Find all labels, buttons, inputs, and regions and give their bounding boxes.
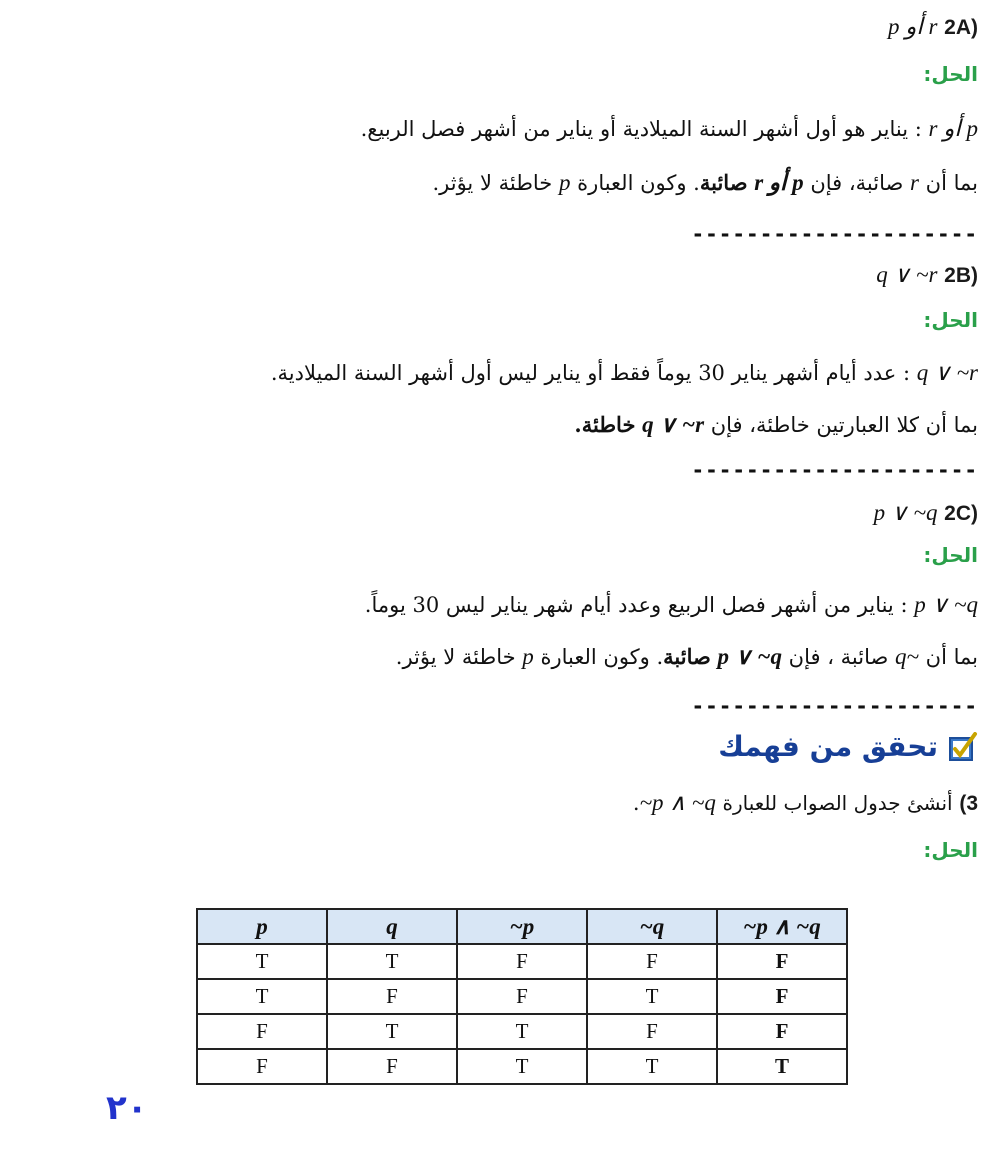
question-3-expression: ~p ∧ ~q [639,790,716,815]
cell: T [587,979,717,1014]
cell: F [587,1014,717,1049]
question-3-period: . [632,791,640,815]
section-2a-line-2-part-c: صائبة، فإن [810,171,904,195]
cell: T [587,1049,717,1084]
section-2c-line-2-true-word: صائبة [663,644,711,669]
header-p: p [197,909,327,944]
table-row [197,944,847,979]
divider-1: --------------------- [691,222,978,246]
section-2c-line-1-expression: p ∨ ~q [914,592,978,617]
section-2c-line-1-text: : يناير من أشهر فصل الربيع وعدد أيام شهر يناير ليس 30 يوماً. [364,593,908,617]
page-number: ٢٠ [106,1088,148,1128]
question-3 [633,790,978,816]
section-2c-line-2-part-h: خاطئة لا يؤثر. [395,645,516,669]
section-2a-line-1-expression: r أو p [928,116,978,141]
cell: T [457,1014,587,1049]
section-2b-line-1-text: : عدد أيام أشهر يناير 30 يوماً فقط أو يناير ليس أول أشهر السنة الميلادية. [270,361,911,385]
cell: T [457,1049,587,1084]
cell: F [457,979,587,1014]
section-2b-solution-label: الحل: [923,308,978,332]
result-cell: F [717,944,847,979]
cell: T [197,944,327,979]
section-2b-line-2-false-word: خاطئة. [574,412,636,437]
result-cell: F [717,1014,847,1049]
cell: T [197,979,327,1014]
result-cell: T [717,1049,847,1084]
section-2b-line-2-part-a: بما أن كلا العبارتين خاطئة، فإن [710,413,978,437]
cell: F [197,1014,327,1049]
section-2b-line-2-expression: q ∨ ~r [642,412,705,437]
section-2c-expression: p ∨ ~q [873,500,938,525]
checkbox-check-icon [948,732,978,762]
section-2a-line-2-part-a: بما أن [925,171,978,195]
cell: F [327,1049,457,1084]
section-2c-header [874,500,978,526]
section-2b-line-2 [574,412,978,438]
section-2a-solution-label: الحل: [923,62,978,86]
cell: T [327,944,457,979]
section-2a-line-2 [432,170,978,196]
check-understanding-heading [718,730,978,763]
divider-2: --------------------- [691,458,978,482]
section-2a-header [888,14,978,40]
section-2a-expression: p أو r [888,14,938,39]
section-2b-line-1 [271,360,978,386]
result-cell: F [717,979,847,1014]
section-2c-line-2-part-c: صائبة ، فإن [788,645,889,669]
section-2a-line-2-part-h: خاطئة لا يؤثر. [432,171,553,195]
header-result: ~p ∧ ~q [717,909,847,944]
section-2c-label: (2C [944,502,978,525]
section-2c-line-2 [396,644,978,670]
question-3-text: أنشئ جدول الصواب للعبارة [722,791,953,815]
question-3-label: 3) [959,792,978,815]
section-2a-line-2-true-word: صائبة [699,170,748,195]
divider-3: --------------------- [691,694,978,718]
table-row [197,979,847,1014]
section-2b-header [876,262,978,288]
section-2a-label: (2A [944,16,978,39]
cell: T [327,1014,457,1049]
cell: F [457,944,587,979]
header-not-q: ~q [587,909,717,944]
section-2b-line-1-expression: q ∨ ~r [916,360,978,385]
truth-table [196,908,848,1085]
truth-table-header-row [197,909,847,944]
section-2a-line-2-var-p: p [558,170,571,195]
section-2c-line-2-part-a: بما أن [925,645,978,669]
section-2a-line-2-expression: r أو p [754,170,804,195]
section-2b-label: (2B [944,264,978,287]
header-not-p: ~p [457,909,587,944]
table-row [197,1049,847,1084]
header-q: q [327,909,457,944]
section-2c-line-1 [365,592,978,618]
section-2a-line-2-var-r: r [910,170,919,195]
table-row [197,1014,847,1049]
section-2c-line-2-var-p: p [522,644,534,669]
section-2c-line-2-part-f: . وكون العبارة [540,645,664,669]
cell: F [327,979,457,1014]
section-2c-line-2-expression: p ∨ ~q [717,644,782,669]
section-2c-line-2-var-not-q: q~ [895,644,919,669]
section-2c-solution-label: الحل: [923,543,978,567]
check-understanding-title: تحقق من فهمك [718,730,938,763]
section-2a-line-1 [361,116,978,142]
section-2a-line-2-part-f: . وكون العبارة [577,171,700,195]
cell: F [587,944,717,979]
cell: F [197,1049,327,1084]
section-2b-expression: q ∨ ~r [876,262,938,287]
question-3-solution-label: الحل: [923,838,978,862]
section-2a-line-1-text: : يناير هو أول أشهر السنة الميلادية أو يناير من أشهر فصل الربيع. [360,117,922,141]
